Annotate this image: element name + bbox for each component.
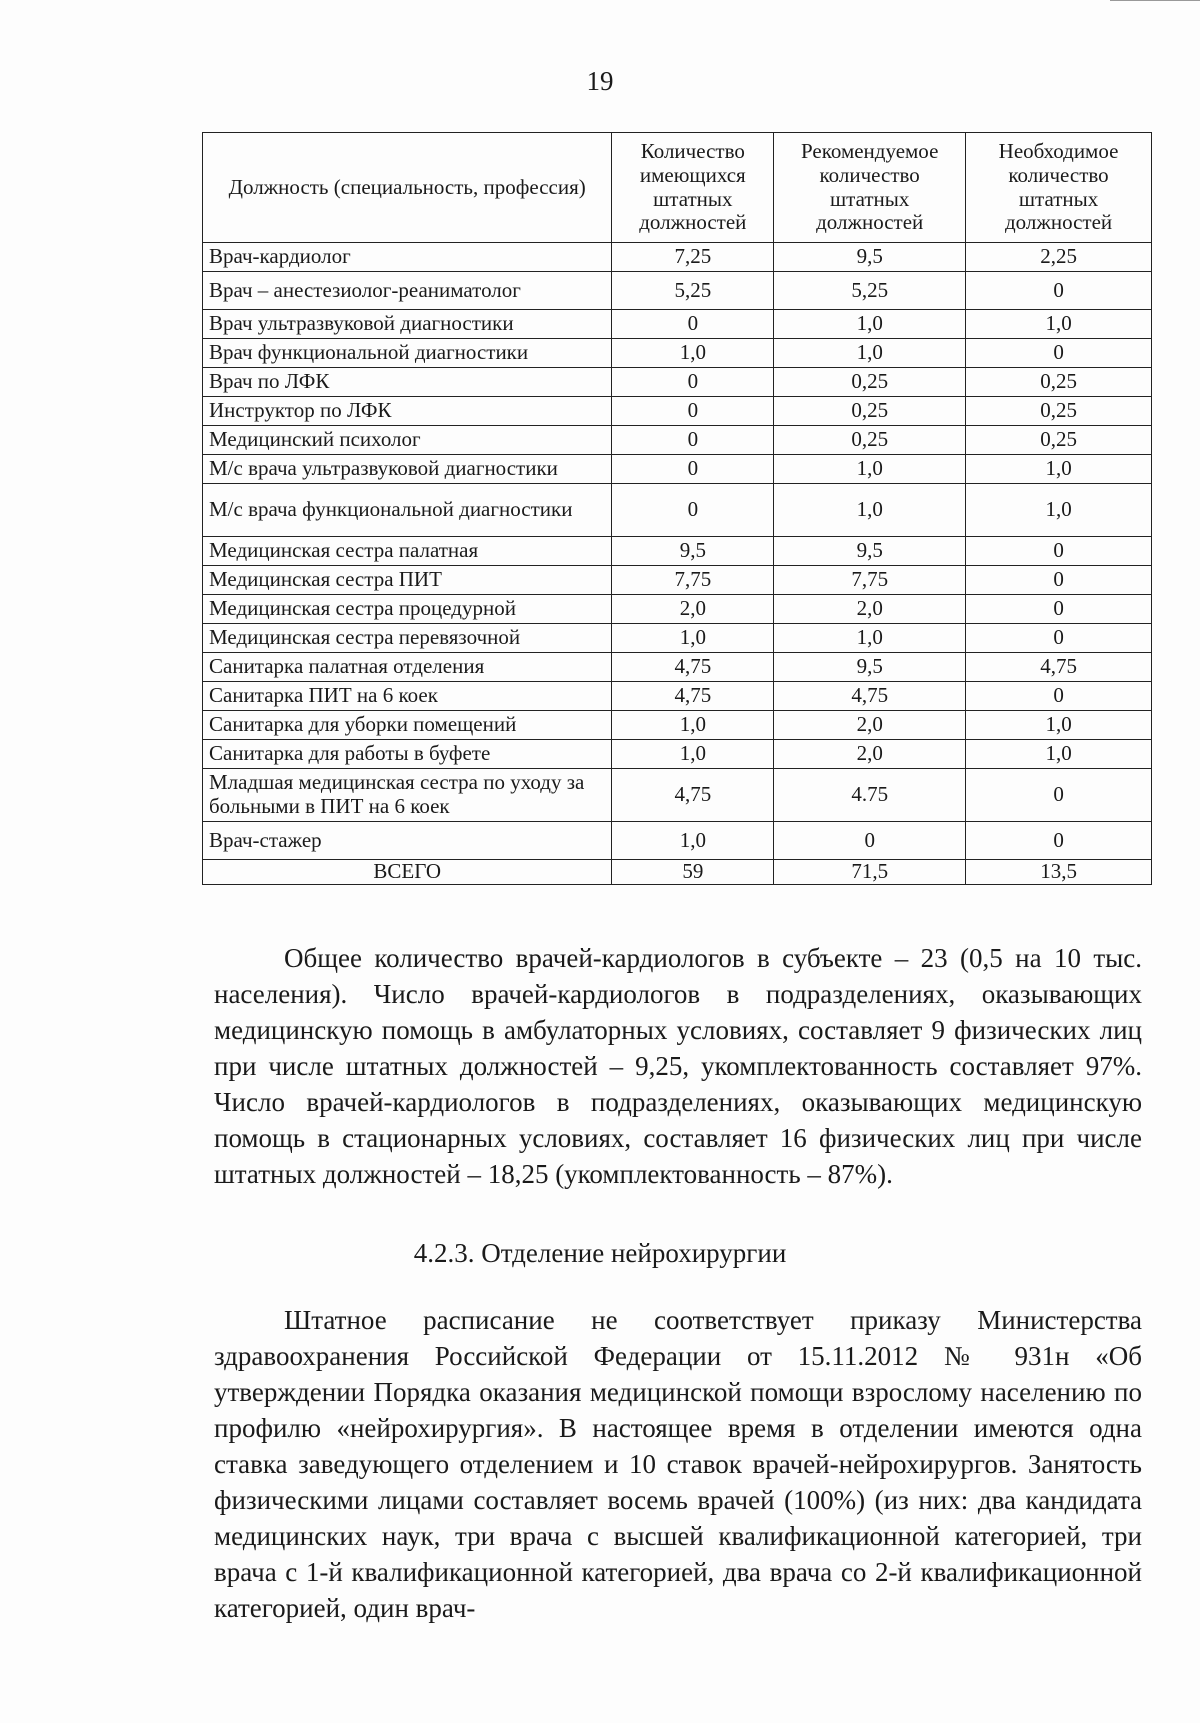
cell-recommended: 1,0 <box>774 310 966 339</box>
cell-existing: 7,25 <box>612 243 774 272</box>
cell-existing: 4,75 <box>612 653 774 682</box>
cell-position: Врач-кардиолог <box>203 243 612 272</box>
table-row <box>203 243 1152 272</box>
cell-recommended: 9,5 <box>774 653 966 682</box>
cell-recommended: 0 <box>774 822 966 860</box>
page-number: 19 <box>586 66 614 96</box>
table-body <box>203 243 1152 885</box>
table-row <box>203 537 1152 566</box>
cell-recommended: 1,0 <box>774 339 966 368</box>
total-recommended: 71,5 <box>774 860 966 885</box>
cell-position: Медицинская сестра перевязочной <box>203 624 612 653</box>
cell-position: М/с врача ультразвуковой диагностики <box>203 455 612 484</box>
cell-recommended: 0,25 <box>774 368 966 397</box>
cell-required: 0 <box>966 339 1152 368</box>
cell-recommended: 5,25 <box>774 272 966 310</box>
cell-position: Врач ультразвуковой диагностики <box>203 310 612 339</box>
header-recommended: Рекомендуемое количество штатных должностей <box>774 133 966 243</box>
cell-position: М/с врача функциональной диагностики <box>203 484 612 537</box>
cell-required: 0,25 <box>966 397 1152 426</box>
section-heading: 4.2.3. Отделение нейрохирургии <box>413 1238 787 1268</box>
total-label: ВСЕГО <box>203 860 612 885</box>
cell-required: 0 <box>966 769 1152 822</box>
cell-required: 0 <box>966 566 1152 595</box>
cell-recommended: 1,0 <box>774 484 966 537</box>
header-required: Необходимое количество штатных должностей <box>966 133 1152 243</box>
cell-position: Медицинская сестра ПИТ <box>203 566 612 595</box>
cell-existing: 0 <box>612 310 774 339</box>
table-row <box>203 426 1152 455</box>
cell-recommended: 1,0 <box>774 624 966 653</box>
cell-existing: 1,0 <box>612 740 774 769</box>
header-position: Должность (специальность, профессия) <box>203 133 612 243</box>
cell-recommended: 9,5 <box>774 537 966 566</box>
cell-required: 1,0 <box>966 740 1152 769</box>
cell-position: Врач функциональной диагностики <box>203 339 612 368</box>
table-row <box>203 769 1152 822</box>
cell-existing: 9,5 <box>612 537 774 566</box>
cell-position: Санитарка для уборки помещений <box>203 711 612 740</box>
cell-required: 0 <box>966 595 1152 624</box>
cell-recommended: 2,0 <box>774 740 966 769</box>
table-row <box>203 822 1152 860</box>
cell-position: Врач – анестезиолог-реаниматолог <box>203 272 612 310</box>
cell-required: 0,25 <box>966 426 1152 455</box>
cell-required: 2,25 <box>966 243 1152 272</box>
cell-recommended: 9,5 <box>774 243 966 272</box>
table-row <box>203 455 1152 484</box>
table-header-row <box>203 133 1152 243</box>
cell-existing: 0 <box>612 484 774 537</box>
cell-position: Санитарка палатная отделения <box>203 653 612 682</box>
cell-existing: 0 <box>612 397 774 426</box>
cell-existing: 1,0 <box>612 624 774 653</box>
cell-existing: 5,25 <box>612 272 774 310</box>
cell-position: Медицинская сестра процедурной <box>203 595 612 624</box>
cell-existing: 4,75 <box>612 682 774 711</box>
cell-position: Инструктор по ЛФК <box>203 397 612 426</box>
table-total-row <box>203 860 1152 885</box>
table-row <box>203 339 1152 368</box>
cell-required: 1,0 <box>966 455 1152 484</box>
staffing-table <box>202 132 1152 885</box>
cell-position: Санитарка ПИТ на 6 коек <box>203 682 612 711</box>
cell-required: 0 <box>966 682 1152 711</box>
cell-required: 4,75 <box>966 653 1152 682</box>
cell-required: 0 <box>966 537 1152 566</box>
cell-required: 1,0 <box>966 484 1152 537</box>
cell-position: Медицинский психолог <box>203 426 612 455</box>
cell-existing: 4,75 <box>612 769 774 822</box>
cell-existing: 0 <box>612 455 774 484</box>
cell-existing: 7,75 <box>612 566 774 595</box>
cell-required: 0 <box>966 624 1152 653</box>
cell-existing: 0 <box>612 368 774 397</box>
cell-recommended: 2,0 <box>774 711 966 740</box>
scan-edge-line <box>1110 0 1200 1</box>
header-existing: Количество имеющихся штатных должностей <box>612 133 774 243</box>
cell-existing: 0 <box>612 426 774 455</box>
cell-required: 0 <box>966 272 1152 310</box>
cell-required: 0 <box>966 822 1152 860</box>
cell-required: 1,0 <box>966 711 1152 740</box>
table-row <box>203 310 1152 339</box>
table-row <box>203 624 1152 653</box>
cell-recommended: 4,75 <box>774 682 966 711</box>
cell-position: Медицинская сестра палатная <box>203 537 612 566</box>
cell-position: Врач по ЛФК <box>203 368 612 397</box>
cell-existing: 1,0 <box>612 339 774 368</box>
table-row <box>203 653 1152 682</box>
table-row <box>203 368 1152 397</box>
table-row <box>203 682 1152 711</box>
cell-required: 1,0 <box>966 310 1152 339</box>
table-row <box>203 711 1152 740</box>
cell-existing: 1,0 <box>612 711 774 740</box>
cell-recommended: 2,0 <box>774 595 966 624</box>
table-row <box>203 595 1152 624</box>
cell-existing: 2,0 <box>612 595 774 624</box>
cell-required: 0,25 <box>966 368 1152 397</box>
table-row <box>203 272 1152 310</box>
table-row <box>203 397 1152 426</box>
total-required: 13,5 <box>966 860 1152 885</box>
table-row <box>203 566 1152 595</box>
paragraph-neurosurgery: Штатное расписание не соответствует приказу Министерства здравоохранения Российской Федерации от 15.11.2012 № 931н «Об утверждении Порядка оказания медицинской помощи взрослому населению по профилю «нейрохирургия». В настоящее время в отделении имеются одна ставка заведующего отделением и 10 ставок врачей-нейрохирургов. Занятость физическими лицами составляет восемь врачей (100%) (из них: два кандидата медицинских наук, три врача с высшей квалификационной категорией, три врача с 1-й квалификационной категорией, два врача со 2-й квалификационной категорией, один врач- <box>214 1305 1142 1623</box>
cell-position: Санитарка для работы в буфете <box>203 740 612 769</box>
cell-recommended: 7,75 <box>774 566 966 595</box>
cell-recommended: 0,25 <box>774 426 966 455</box>
cell-recommended: 0,25 <box>774 397 966 426</box>
table-row <box>203 740 1152 769</box>
cell-position: Врач-стажер <box>203 822 612 860</box>
cell-existing: 1,0 <box>612 822 774 860</box>
cell-position: Младшая медицинская сестра по уходу за больными в ПИТ на 6 коек <box>203 769 612 822</box>
table-row <box>203 484 1152 537</box>
cell-recommended: 1,0 <box>774 455 966 484</box>
paragraph-cardiologists: Общее количество врачей-кардиологов в субъекте – 23 (0,5 на 10 тыс. населения). Число врачей-кардиологов в подразделениях, оказывающих медицинскую помощь в амбулаторных условиях, составляет 9 физических лиц при числе штатных должностей – 9,25, укомплектованность составляет 97%. Число врачей-кардиологов в подразделениях, оказывающих медицинскую помощь в стационарных условиях, составляет 16 физических лиц при числе штатных должностей – 18,25 (укомплектованность – 87%). <box>214 943 1142 1189</box>
cell-recommended: 4.75 <box>774 769 966 822</box>
total-existing: 59 <box>612 860 774 885</box>
